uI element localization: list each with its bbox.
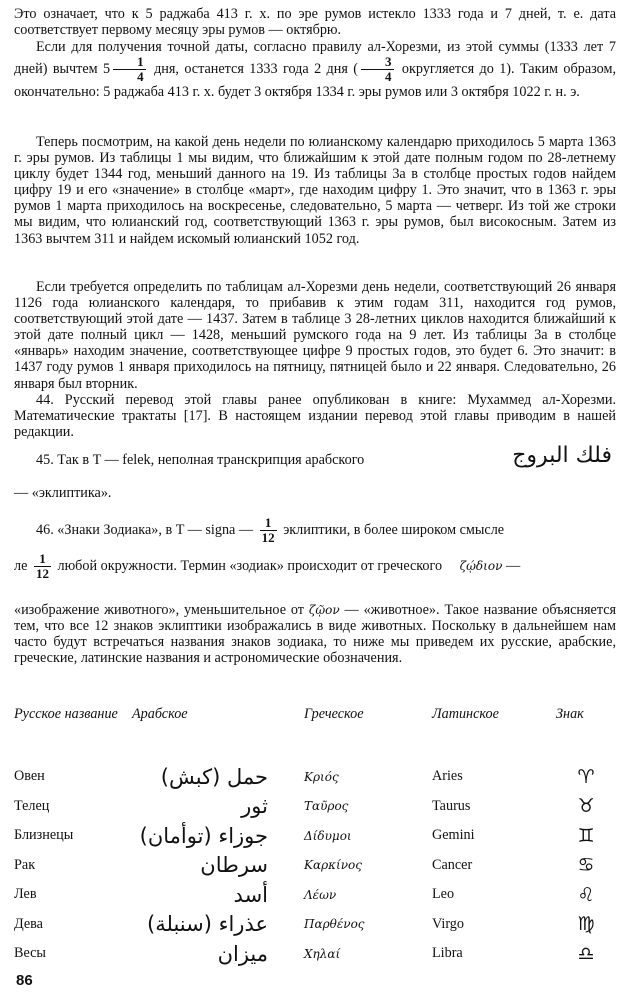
fraction-one-quarter [113, 55, 146, 84]
cell-greek: Ταῦρος [304, 799, 349, 814]
footnote-44: 44. Русский перевод этой главы ранее опубликован в книге: Мухаммед ал-Хорезми. Математические трактаты [17]. В настоящем издании перевод этой главы приводим в нашей редакции. [14, 392, 616, 441]
greek-word-zodion: ζῴδιον [459, 558, 503, 573]
cell-arabic: سرطان [200, 853, 268, 878]
table-row [14, 939, 616, 969]
table-row [14, 821, 616, 851]
table-row [14, 910, 616, 940]
fraction-denominator: 12 [261, 530, 275, 545]
cell-latin: Taurus [432, 797, 471, 814]
cell-latin: Aries [432, 768, 463, 785]
text-fragment: — «животное». Такое название объясняется тем, что все 12 знаков эклиптики изображались в виде животных. Поскольку в дальнейшем нам часто будут встречаться названия знаков зодиака, то ниже мы приведем их русские, арабские, греческие, латинские названия и астрономические обозначения. [14, 602, 617, 667]
header-latin: Латинское [432, 706, 499, 722]
taurus-icon: ♉ [577, 795, 595, 818]
fraction-denominator: 4 [385, 69, 392, 85]
cell-latin: Virgo [432, 915, 464, 932]
text-fragment: 45. Так в T — felek, неполная транскрипция арабского [36, 452, 365, 468]
cell-greek: Καρκίνος [304, 858, 362, 873]
fraction-numerator: 3 [361, 55, 394, 70]
cell-greek: Κριός [304, 769, 339, 784]
cell-russian: Лев [14, 886, 37, 903]
header-greek: Греческое [304, 706, 364, 722]
text-fragment: округляется до 1). Таким образом, окончательно: 5 раджаба 413 г. х. будет 3 октября 1334 г. эры румов или 3 октября 1022 г. н. э. [14, 60, 617, 101]
footnote-46-line2: ле $\frac{1}{12}$ любой окружности. Термин «зодиак» происходит от греческого ζῴδιον — [14, 551, 521, 581]
page-number: 86 [16, 972, 33, 989]
libra-icon: ♎ [577, 942, 595, 965]
table-header-row [14, 706, 616, 762]
cell-latin: Cancer [432, 856, 473, 873]
cell-russian: Близнецы [14, 827, 74, 844]
paragraph-date-result: Это означает, что к 5 раджаба 413 г. х. по эре румов истекло 1333 года и 7 дней, т. е. дата соответствует первому месяцу эры румов — октябрю. [14, 6, 616, 39]
cell-latin: Leo [432, 886, 455, 903]
fraction-three-quarters [361, 55, 394, 84]
zodiac-names-table [14, 706, 616, 969]
fraction-numerator: 1 [260, 516, 277, 531]
aries-icon: ♈ [577, 765, 595, 788]
fraction-numerator: 1 [34, 552, 51, 567]
text-fragment: 46. «Знаки Зодиака», в T — signa — [36, 521, 254, 538]
cell-latin: Gemini [432, 827, 475, 844]
cell-greek: Δίδυμοι [304, 828, 352, 843]
cancer-icon: ♋ [577, 854, 595, 877]
gemini-icon: ♊ [577, 824, 595, 847]
header-sign: Знак [556, 706, 584, 722]
cell-russian: Дева [14, 915, 43, 932]
text-fragment: «изображение животного», уменьшительное от [14, 602, 304, 618]
text-fragment: Если для получения точной даты, согласно правилу ал-Хорезми, из этой суммы (1333 лет 7 дней) вычтем 5 [14, 39, 616, 77]
footnote-45 [14, 443, 616, 504]
fraction-denominator: 12 [35, 566, 49, 581]
paragraph-julian-example: Если требуется определить по таблицам ал-Хорезми день недели, соответствующий 26 января 1126 года юлианского календаря, то прибавив к этим годам 311, находится год румов, соответствующий этой дате — 1437. Затем в таблице 3 28-летних циклов находится ближайший к этой дате полный цикл — 1428, меньший румского года на 9 лет. Из таблицы 3а в столбце «январь» находим значение, соответствующее цифре 9 простых годов, это будет 6. Это значит: в 1437 году румов 1 января приходилось на пятницу, пятницей было и 22 января. Следовательно, 26 января был вторник. [14, 279, 616, 392]
header-arabic: Арабское [132, 706, 188, 722]
cell-russian: Телец [14, 797, 50, 814]
cell-greek: Παρθένος [304, 917, 365, 932]
footnote-46-continuation [14, 602, 616, 666]
text-fragment: дня, останется 1333 года 2 дня ( [154, 60, 359, 77]
cell-arabic: جوزاء (توأمان) [139, 823, 268, 848]
cell-arabic: ميزان [217, 941, 268, 966]
cell-latin: Libra [432, 945, 463, 962]
greek-word-zoon: ζῷον [308, 603, 340, 617]
text-fragment: эклиптики, в более широком смысле [283, 521, 505, 538]
fraction-one-twelfth [260, 516, 277, 545]
table-row [14, 762, 616, 792]
table-row [14, 851, 616, 881]
cell-arabic: ثور [241, 794, 268, 819]
cell-arabic: حمل (كبش) [160, 764, 268, 789]
cell-arabic: أسد [233, 882, 268, 907]
header-russian: Русское название [14, 706, 118, 722]
cell-greek: Χηλαί [304, 946, 341, 961]
text-fragment: — «эклиптика». [14, 485, 112, 501]
paragraph-exact-date [14, 39, 616, 100]
footnote-46-line1 [14, 516, 616, 556]
fraction-numerator: 1 [113, 55, 146, 70]
paragraph-weekday-example: Теперь посмотрим, на какой день недели по юлианскому календарю приходилось 5 марта 1363 г. эры румов. Из таблицы 1 мы видим, что ближайшим к этой дате полным годом по 28-летнему циклу будет 1344 год, меньший данного на 19. Из таблицы 3а в столбце простых годов найдем цифру 19 и его «значение» в столбце «март», где находим цифру 1. Это значит, что в 1363 г. эры румов 1 марта приходилось на воскресенье, следовательно, 5 марта — четверг. Из той же строки мы видим, что юлианский год, соответствующий 1363 г. эры румов, был високосным. Затем из 1363 вычтем 311 и найдем искомый юлианский 1052 год. [14, 134, 616, 247]
leo-icon: ♌ [577, 883, 595, 906]
cell-russian: Весы [14, 945, 46, 962]
text-fragment: любой окружности. Термин «зодиак» происходит от греческого [57, 557, 443, 574]
fraction-one-twelfth-second [34, 552, 51, 581]
cell-arabic: عذراء (سنبلة) [147, 912, 268, 937]
arabic-term-falak-al-buruj: فلك البروج [512, 443, 612, 468]
table-row [14, 792, 616, 822]
table-row [14, 880, 616, 910]
cell-russian: Рак [14, 856, 36, 873]
fraction-denominator: 4 [137, 69, 144, 85]
cell-greek: Λέων [304, 887, 337, 902]
text-fragment: ле [14, 557, 28, 574]
cell-russian: Овен [14, 768, 45, 785]
virgo-icon: ♍ [577, 913, 595, 936]
